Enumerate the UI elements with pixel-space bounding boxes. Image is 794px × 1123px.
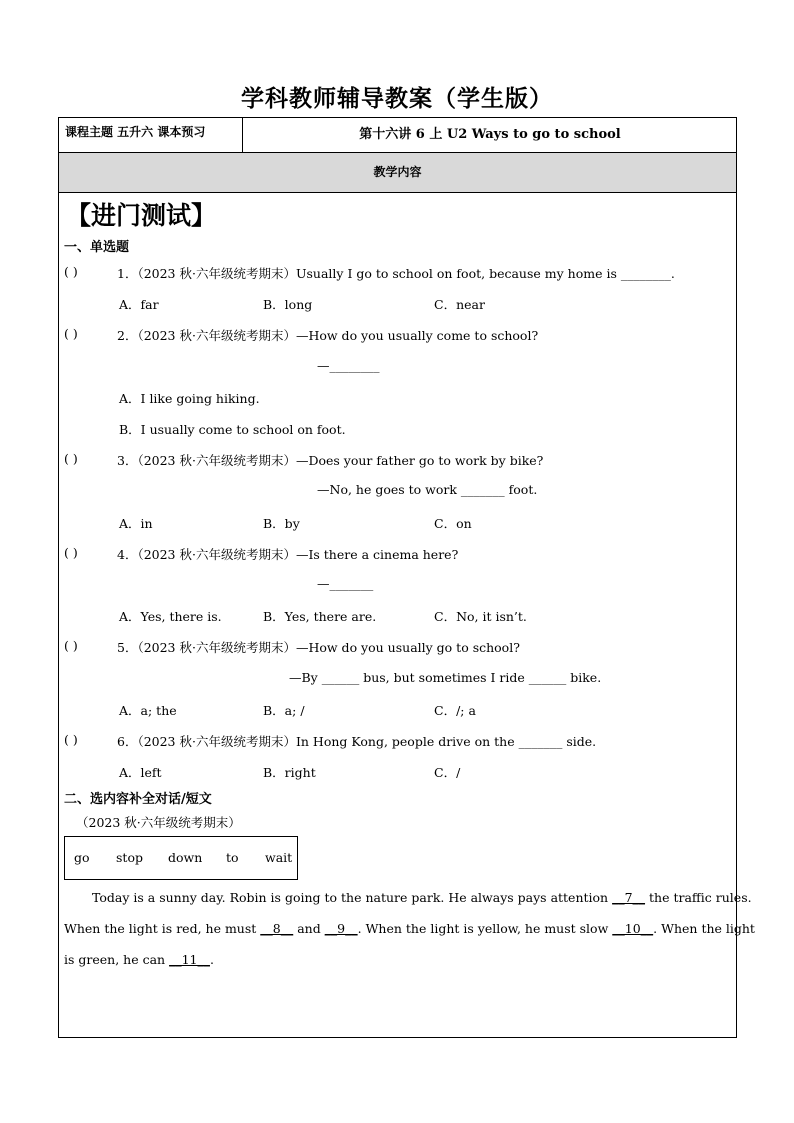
q6-stem: 6．（2023 秋·六年级统考期末）In Hong Kong, people drive on the _______ side. bbox=[117, 734, 597, 749]
word-bank-item: down bbox=[168, 850, 203, 865]
passage-line-2: When the light is red, he must __8__ and __9__. When the light is yellow, he must slow __10__. When the light bbox=[64, 921, 755, 936]
q4-stem: 4．（2023 秋·六年级统考期末）—Is there a cinema here? bbox=[117, 547, 459, 562]
blank-9: __9__ bbox=[324, 921, 358, 936]
q1-option-c: C．near bbox=[434, 297, 485, 312]
q3-option-c: C．on bbox=[434, 516, 472, 531]
section-title: 【进门测试】 bbox=[66, 201, 217, 230]
q1-option-a: A．far bbox=[119, 297, 159, 312]
part1-heading: 一、单选题 bbox=[64, 240, 130, 255]
passage-line-3: is green, he can __11__. bbox=[64, 952, 214, 967]
blank-7: __7__ bbox=[612, 890, 646, 905]
q4-paren: ( ) bbox=[64, 545, 78, 560]
q5-stem: 5．（2023 秋·六年级统考期末）—How do you usually go to school? bbox=[117, 640, 520, 655]
q6-option-b: B．right bbox=[263, 765, 316, 780]
teaching-content-bar: 教学内容 bbox=[59, 152, 736, 193]
word-bank-item: stop bbox=[116, 850, 143, 865]
q6-paren: ( ) bbox=[64, 732, 78, 747]
word-bank-item: wait bbox=[265, 850, 293, 865]
q6-option-a: A．left bbox=[119, 765, 162, 780]
q4-option-b: B．Yes, there are. bbox=[263, 609, 377, 624]
q2-stem: 2．（2023 秋·六年级统考期末）—How do you usually come to school? bbox=[117, 328, 539, 343]
q5-option-b: B．a; / bbox=[263, 703, 305, 718]
q4-option-a: A．Yes, there is. bbox=[119, 609, 222, 624]
part2-source: （2023 秋·六年级统考期末） bbox=[76, 815, 241, 830]
blank-10: __10__ bbox=[612, 921, 654, 936]
word-bank-item: go bbox=[74, 850, 90, 865]
q5-paren: ( ) bbox=[64, 638, 78, 653]
q3-paren: ( ) bbox=[64, 451, 78, 466]
q5-option-a: A．a; the bbox=[119, 703, 177, 718]
q4-answer-line: —_______ bbox=[317, 576, 374, 591]
blank-8: __8__ bbox=[260, 921, 294, 936]
part2-heading: 二、选内容补全对话/短文 bbox=[64, 792, 212, 807]
q2-option-a: A．I like going hiking. bbox=[119, 391, 260, 406]
q2-paren: ( ) bbox=[64, 326, 78, 341]
course-topic-cell: 课程主题 五升六 课本预习 bbox=[59, 118, 243, 152]
q3-option-a: A．in bbox=[119, 516, 153, 531]
q4-option-c: C．No, it isn’t. bbox=[434, 609, 527, 624]
q1-option-b: B．long bbox=[263, 297, 313, 312]
lesson-title-cell: 第十六讲 6 上 U2 Ways to go to school bbox=[359, 127, 621, 142]
q6-option-c: C．/ bbox=[434, 765, 461, 780]
blank-11: __11__ bbox=[169, 952, 210, 967]
word-bank bbox=[64, 836, 298, 880]
q5-answer-line: —By ______ bus, but sometimes I ride ______ bike. bbox=[289, 670, 602, 685]
q1-paren: ( ) bbox=[64, 264, 78, 279]
q3-answer-line: —No, he goes to work _______ foot. bbox=[317, 482, 538, 497]
page-title: 学科教师辅导教案（学生版） bbox=[241, 86, 553, 112]
q3-stem: 3．（2023 秋·六年级统考期末）—Does your father go to work by bike? bbox=[117, 453, 544, 468]
q2-option-b: B．I usually come to school on foot. bbox=[119, 422, 346, 437]
passage-line-1: Today is a sunny day. Robin is going to the nature park. He always pays attention __7__ the traffic rules. bbox=[92, 890, 752, 905]
word-bank-item: to bbox=[226, 850, 239, 865]
q1-stem: 1．（2023 秋·六年级统考期末）Usually I go to school on foot, because my home is ________. bbox=[117, 266, 675, 281]
q3-option-b: B．by bbox=[263, 516, 300, 531]
q2-answer-line: —________ bbox=[317, 358, 380, 373]
q5-option-c: C．/; a bbox=[434, 703, 476, 718]
